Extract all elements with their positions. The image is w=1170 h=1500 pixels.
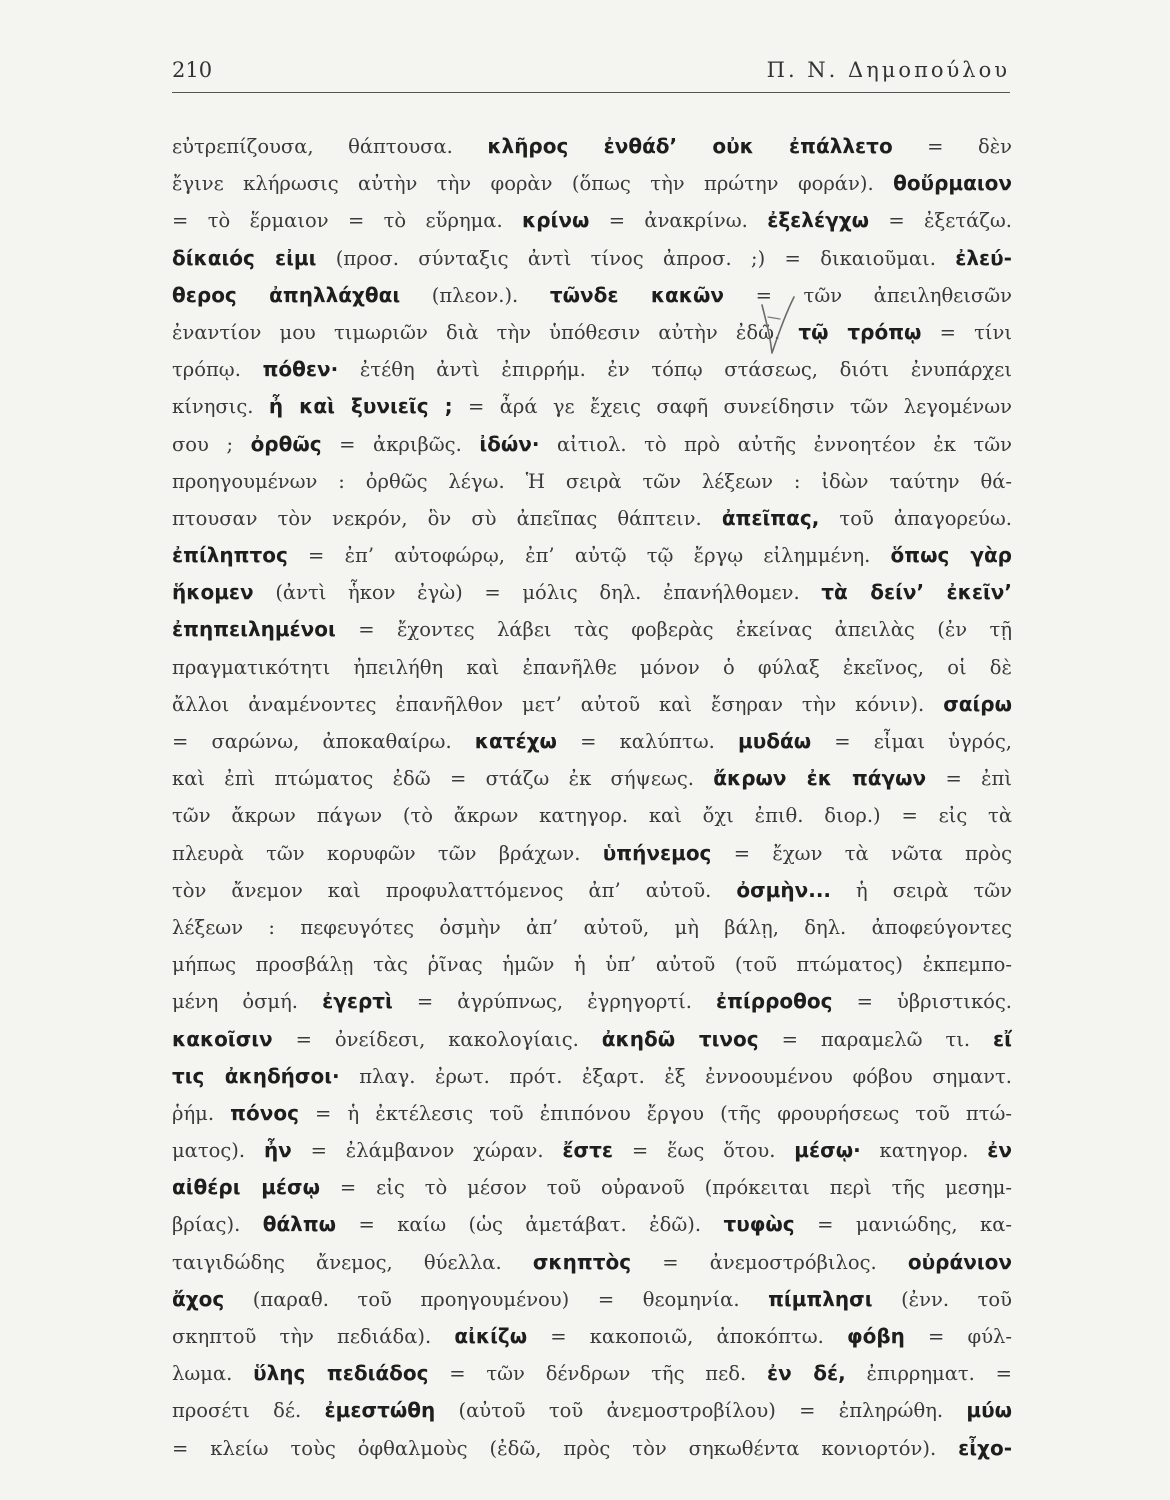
gloss-text: πραγματικότητι ἠπειλήθη καὶ ἐπανῆλθε μόνον ὁ φύλαξ ἐκεῖνος, οἱ δὲ <box>172 655 1012 679</box>
gloss-text: = κλείω τοὺς ὀφθαλμοὺς (ἐδῶ, πρὸς τὸν σηκωθέντα κονιορτόν). <box>172 1436 959 1460</box>
text-line <box>172 537 1012 574</box>
lemma-term: πόθεν· <box>262 357 339 382</box>
lemma-term: θερος ἀπηλλάχθαι <box>172 282 401 307</box>
text-line <box>172 723 1012 760</box>
gloss-text: = ἆρά γε ἔχεις σαφῆ συνείδησιν τῶν λεγομένων <box>452 395 1012 419</box>
gloss-text: πτουσαν τὸν νεκρόν, ὃν σὺ ἀπεῖπας θάπτειν. <box>172 506 722 530</box>
lemma-term: ἐμεστώθη <box>324 1398 436 1423</box>
lemma-term: πίμπλησι <box>768 1286 873 1311</box>
gloss-text: σου ; <box>172 432 251 456</box>
gloss-text: = σαρώνω, ἀποκαθαίρω. <box>172 730 475 753</box>
text-line <box>172 1392 1012 1429</box>
lemma-term: ἦ καὶ ξυνιεῖς ; <box>268 394 453 419</box>
text-line <box>172 1021 1012 1058</box>
lemma-term: μυδάω <box>738 729 812 753</box>
gloss-text: (παραθ. τοῦ προηγουμένου) = θεομηνία. <box>224 1287 769 1311</box>
lemma-term: οὐράνιον <box>907 1249 1012 1274</box>
lemma-term: τυφὼς <box>723 1212 795 1237</box>
lemma-term: ἐν δέ, <box>766 1361 846 1386</box>
gloss-text: = εἰς τὸ μέσον τοῦ οὐρανοῦ (πρόκειται περὶ τῆς μεσημ- <box>320 1176 1012 1200</box>
text-line <box>172 1430 1012 1467</box>
lemma-term: ἄκρων ἐκ πάγων <box>713 766 927 791</box>
gloss-text: ἔγινε κλήρωσις αὐτὴν τὴν φορὰν (ὅπως τὴν πρώτην φοράν). <box>172 172 894 196</box>
gloss-text: ἄλλοι ἀναμένοντες ἐπανῆλθον μετ’ αὐτοῦ καὶ ἔσηραν τὴν κόνιν). <box>172 692 944 716</box>
lemma-term: εἴ <box>993 1026 1012 1051</box>
gloss-text: = τίνι <box>921 320 1012 344</box>
gloss-text: = τῶν δένδρων τῆς πεδ. <box>428 1362 767 1386</box>
gloss-text: = φύλ- <box>904 1325 1012 1348</box>
text-line <box>172 1058 1012 1095</box>
gloss-text: πλαγ. ἐρωτ. πρότ. ἐξαρτ. ἐξ ἐννοουμένου φόβου σημαντ. <box>339 1064 1012 1088</box>
text-line <box>172 1169 1012 1206</box>
lemma-term: μέσῳ· <box>794 1138 861 1163</box>
gloss-text: (ἀντὶ ἧκον ἐγὼ) = μόλις δηλ. ἐπανήλθομεν. <box>253 581 822 605</box>
gloss-text: = ἐλάμβανον χώραν. <box>291 1139 563 1163</box>
gloss-text: τὸν ἄνεμον καὶ προφυλαττόμενος ἀπ’ αὐτοῦ. <box>172 878 737 902</box>
lemma-term: ἦν <box>263 1138 292 1163</box>
text-line <box>172 1132 1012 1169</box>
lemma-term: ἐγερτὶ <box>322 989 393 1014</box>
gloss-text: = ἔχων τὰ νῶτα πρὸς <box>711 841 1012 865</box>
gloss-text: εὐτρεπίζουσα, θάπτουσα. <box>172 135 488 158</box>
gloss-text: κατηγορ. <box>860 1139 988 1163</box>
text-line <box>172 686 1012 723</box>
text-line <box>172 1355 1012 1392</box>
lemma-term: εἶχο- <box>958 1435 1012 1460</box>
lemma-term: κρίνω <box>522 208 590 233</box>
gloss-text: = καίω (ὡς ἀμετάβατ. ἐδῶ). <box>336 1213 724 1237</box>
text-line <box>172 240 1012 277</box>
gloss-text: μένη ὀσμή. <box>172 990 323 1014</box>
gloss-text: προσέτι δέ. <box>172 1399 325 1423</box>
lemma-term: ἐν <box>987 1138 1012 1163</box>
lemma-term: σαίρω <box>943 691 1012 716</box>
gloss-text: ἐτέθη ἀντὶ ἐπιρρήμ. ἐν τόπῳ στάσεως, διότι ἐνυπάρχει <box>338 358 1012 382</box>
gloss-text: = τῶν ἀπειληθεισῶν <box>724 283 1012 307</box>
page-number: 210 <box>172 58 213 82</box>
lemma-term: ἀπεῖπας, <box>721 505 820 530</box>
text-line <box>172 1095 1012 1132</box>
gloss-text: = παραμελῶ τι. <box>758 1027 994 1051</box>
gloss-text: = ἀνεμοστρόβιλος. <box>631 1250 908 1274</box>
lemma-term: ἐπηπειλημένοι <box>172 617 336 642</box>
lemma-term: φόβη <box>846 1324 905 1348</box>
text-line <box>172 1206 1012 1243</box>
gloss-text: (ἐνν. τοῦ <box>872 1287 1012 1311</box>
lemma-term: ὀρθῶς <box>250 431 322 456</box>
gloss-text: καὶ ἐπὶ πτώματος ἐδῶ = στάζω ἐκ σήψεως. <box>172 767 714 791</box>
text-line <box>172 611 1012 648</box>
text-line <box>172 1318 1012 1355</box>
text-line <box>172 1244 1012 1281</box>
gloss-text: = ἀνακρίνω. <box>589 209 768 233</box>
gloss-text: ῥήμ. <box>172 1101 231 1125</box>
gloss-text: = ἔχοντες λάβει τὰς φοβερὰς ἐκείνας ἀπειλὰς (ἐν τῇ <box>335 618 1012 642</box>
text-line <box>172 835 1012 872</box>
gloss-text: = ἐξετάζω. <box>869 209 1012 233</box>
lemma-term: ἄχος <box>172 1286 225 1311</box>
lemma-term: ὑπήνεμος <box>602 840 712 865</box>
lemma-term: ἀκηδῶ τινος <box>601 1026 759 1051</box>
text-line <box>172 574 1012 611</box>
lemma-term: σκηπτὸς <box>532 1249 632 1274</box>
lemma-term: ὀσμὴν... <box>736 877 832 902</box>
text-line <box>172 202 1012 239</box>
gloss-text: τρόπῳ. <box>172 358 263 382</box>
lemma-term: ἐλεύ- <box>955 245 1012 270</box>
text-line <box>172 314 1012 351</box>
gloss-text: τοῦ ἀπαγορεύω. <box>819 506 1012 530</box>
gloss-text: = ὀνείδεσι, κακολογίαις. <box>272 1027 602 1051</box>
text-line <box>172 797 1012 834</box>
gloss-text: = ἐπ’ αὐτοφώρῳ, ἐπ’ αὐτῷ τῷ ἔργῳ εἰλημμένη. <box>287 544 891 568</box>
text-line <box>172 1281 1012 1318</box>
lemma-term: αἰκίζω <box>454 1324 528 1348</box>
gloss-text: ἐπιρρηματ. = <box>845 1362 1012 1386</box>
gloss-text: = μανιώδης, κα- <box>794 1213 1012 1237</box>
handwritten-check-mark-icon <box>758 295 798 357</box>
lemma-term: ἔστε <box>562 1138 614 1163</box>
gloss-text: λωμα. <box>172 1362 254 1386</box>
gloss-text: αἰτιολ. τὸ πρὸ αὐτῆς ἐννοητέον ἐκ τῶν <box>539 432 1012 456</box>
gloss-text: ταιγιδώδης ἄνεμος, θύελλα. <box>172 1250 533 1274</box>
gloss-text: = καλύπτω. <box>556 730 739 753</box>
lemma-term: κατέχω <box>474 729 557 753</box>
gloss-text: βρίας). <box>172 1213 263 1237</box>
text-line <box>172 909 1012 946</box>
text-line <box>172 426 1012 463</box>
gloss-text: = ἀγρύπνως, ἐγρηγορτί. <box>392 990 717 1014</box>
text-line <box>172 500 1012 537</box>
gloss-text: = ὑβριστικός. <box>832 990 1012 1014</box>
text-line <box>172 760 1012 797</box>
text-line <box>172 872 1012 909</box>
lemma-term: πόνος <box>230 1100 299 1125</box>
gloss-text: τῶν ἄκρων πάγων (τὸ ἄκρων κατηγορ. καὶ ὄχι ἐπιθ. διορ.) = εἰς τὰ <box>172 804 1012 828</box>
lemma-term: τῶνδε κακῶν <box>549 282 725 307</box>
gloss-text: = ἀκριβῶς. <box>321 432 480 456</box>
lemma-term: μύω <box>966 1398 1012 1423</box>
lemma-term: ἰδών· <box>479 431 540 456</box>
gloss-text: ἐναντίον μου τιμωριῶν διὰ τὴν ὑπόθεσιν αὐτὴν ἐδῶ. <box>172 320 799 344</box>
lemma-term: ἐπίρροθος <box>716 989 833 1014</box>
lemma-term: τις ἀκηδήσοι· <box>172 1063 340 1088</box>
gloss-text: πλευρὰ τῶν κορυφῶν τῶν βράχων. <box>172 841 603 865</box>
gloss-text: (πλεον.). <box>400 283 550 307</box>
text-line <box>172 649 1012 686</box>
text-line <box>172 277 1012 314</box>
gloss-text: μήπως προσβάλῃ τὰς ῥῖνας ἡμῶν ἡ ὑπ’ αὐτοῦ (τοῦ πτώματος) ἐκπεμπο- <box>172 953 1012 977</box>
gloss-text: σκηπτοῦ τὴν πεδιάδα). <box>172 1325 455 1348</box>
gloss-text: κίνησις. <box>172 395 269 419</box>
lemma-term: ἐπίληπτος <box>172 543 288 568</box>
text-line <box>172 128 1012 165</box>
text-line <box>172 351 1012 388</box>
gloss-text: = εἶμαι ὑγρός, <box>811 730 1012 753</box>
lemma-term: ἐξελέγχω <box>767 208 869 233</box>
text-line <box>172 165 1012 202</box>
gloss-text: ἡ σειρὰ τῶν <box>831 878 1012 902</box>
gloss-text: (αὐτοῦ τοῦ ἀνεμοστροβίλου) = ἐπληρώθη. <box>435 1399 967 1423</box>
lemma-term: δίκαιός εἰμι <box>172 245 317 270</box>
gloss-text: (προσ. σύνταξις ἀντὶ τίνος ἀπροσ. ;) = δικαιοῦμαι. <box>316 246 956 270</box>
lemma-term: κακοῖσιν <box>172 1026 273 1051</box>
gloss-text: = κακοποιῶ, ἀποκόπτω. <box>527 1325 847 1348</box>
gloss-text: = ἡ ἐκτέλεσις τοῦ ἐπιπόνου ἔργου (τῆς φρουρήσεως τοῦ πτώ- <box>298 1101 1012 1125</box>
gloss-text: λέξεων : πεφευγότες ὀσμὴν ἀπ’ αὐτοῦ, μὴ βάλῃ, δηλ. ἀποφεύγοντες <box>172 915 1012 939</box>
gloss-text: = ἐπὶ <box>926 767 1012 791</box>
lemma-term: κλῆρος ἐνθάδ’ οὐκ ἐπάλλετο <box>487 134 893 158</box>
lemma-term: ὕλης πεδιάδος <box>253 1361 429 1386</box>
page-header <box>172 52 1010 93</box>
lemma-term: θάλπω <box>262 1212 337 1237</box>
gloss-text: = δὲν <box>892 135 1012 158</box>
lemma-term: αἰθέρι μέσῳ <box>172 1175 320 1200</box>
gloss-text: = ἕως ὅτου. <box>613 1139 795 1163</box>
lemma-term: τῷ τρόπῳ <box>798 319 922 344</box>
commentary-text <box>172 128 1012 1467</box>
lemma-term: θοὔρμαιον <box>893 171 1012 196</box>
text-line <box>172 388 1012 425</box>
text-line <box>172 463 1012 500</box>
gloss-text: ματος). <box>172 1139 264 1163</box>
text-line <box>172 983 1012 1020</box>
lemma-term: ἥκομεν <box>172 580 254 605</box>
lemma-term: ὅπως γὰρ <box>890 543 1012 568</box>
running-head: Π. Ν. Δημοπούλου <box>766 58 1010 82</box>
gloss-text: = τὸ ἕρμαιον = τὸ εὕρημα. <box>172 209 523 233</box>
lemma-term: τὰ δείν’ ἐκεῖν’ <box>821 580 1012 605</box>
text-line <box>172 946 1012 983</box>
gloss-text: προηγουμένων : ὀρθῶς λέγω. Ἡ σειρὰ τῶν λέξεων : ἰδὼν ταύτην θά- <box>172 469 1012 493</box>
